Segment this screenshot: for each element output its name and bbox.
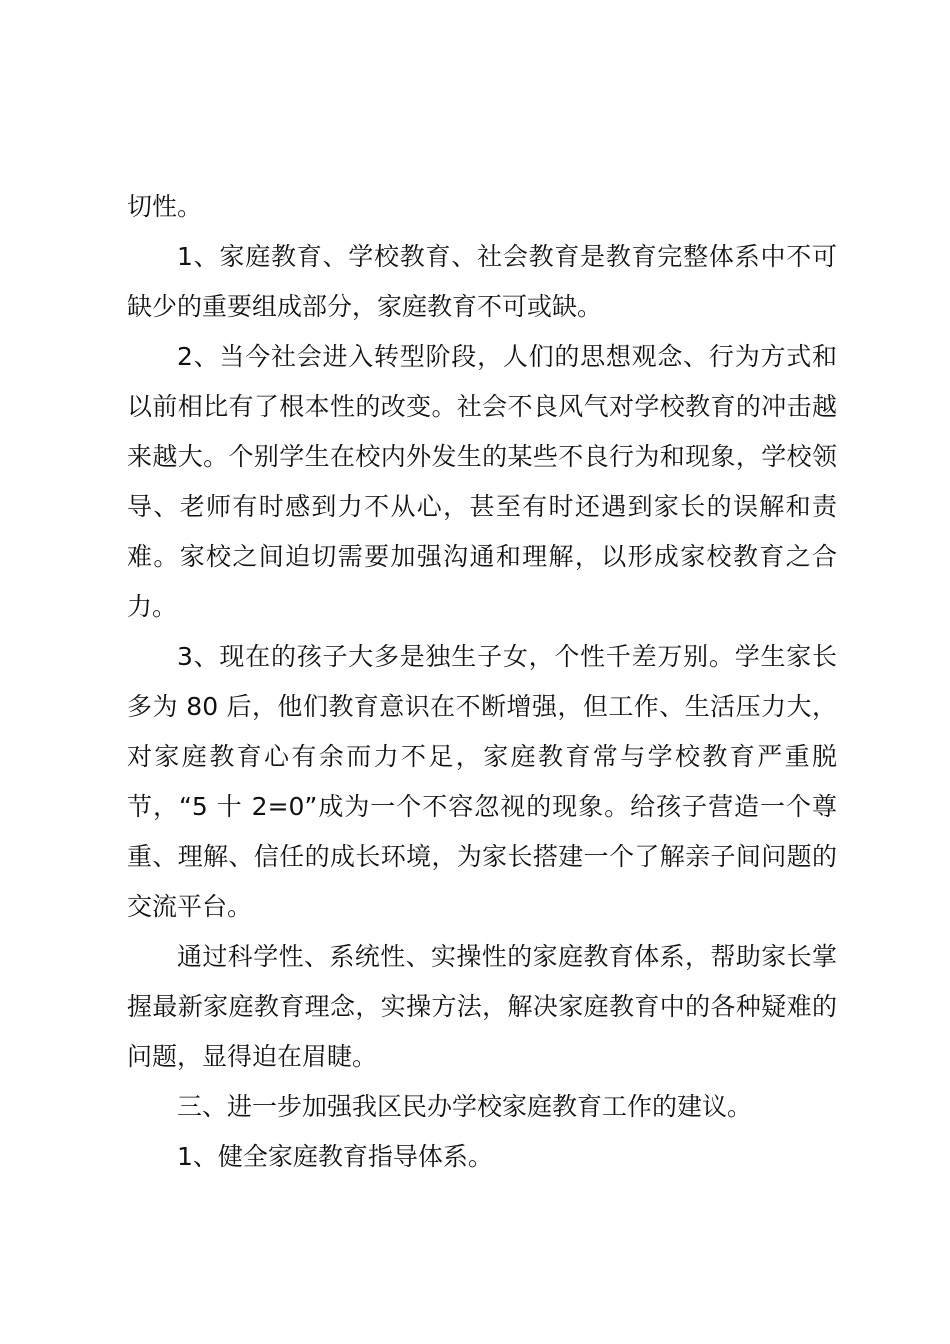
paragraph: 切性。 [127,192,203,221]
document-body [127,182,837,1182]
paragraph: 1、家庭教育、学校教育、社会教育是教育完整体系中不可缺少的重要组成部分，家庭教育不可或缺。 [127,242,837,321]
paragraph: 通过科学性、系统性、实操性的家庭教育体系，帮助家长掌握最新家庭教育理念，实操方法，解决家庭教育中的各种疑难的问题，显得迫在眉睫。 [127,942,837,1071]
paragraph: 3、现在的孩子大多是独生子女，个性千差万别。学生家长多为 80 后，他们教育意识在不断增强，但工作、生活压力大，对家庭教育心有余而力不足，家庭教育常与学校教育严重脱节，“5 十 2=0”成为一个不容忽视的现象。给孩子营造一个尊重、理解、信任的成长环境，为家长搭建一个了解亲子间问题的交流平台。 [127,642,837,921]
paragraph: 2、当今社会进入转型阶段，人们的思想观念、行为方式和以前相比有了根本性的改变。社会不良风气对学校教育的冲击越来越大。个别学生在校内外发生的某些不良行为和现象，学校领导、老师有时感到力不从心，甚至有时还遇到家长的误解和责难。家校之间迫切需要加强沟通和理解，以形成家校教育之合力。 [127,342,837,621]
section-heading: 三、进一步加强我区民办学校家庭教育工作的建议。 [177,1092,753,1121]
subsection-heading: 1、健全家庭教育指导体系。 [177,1142,493,1171]
